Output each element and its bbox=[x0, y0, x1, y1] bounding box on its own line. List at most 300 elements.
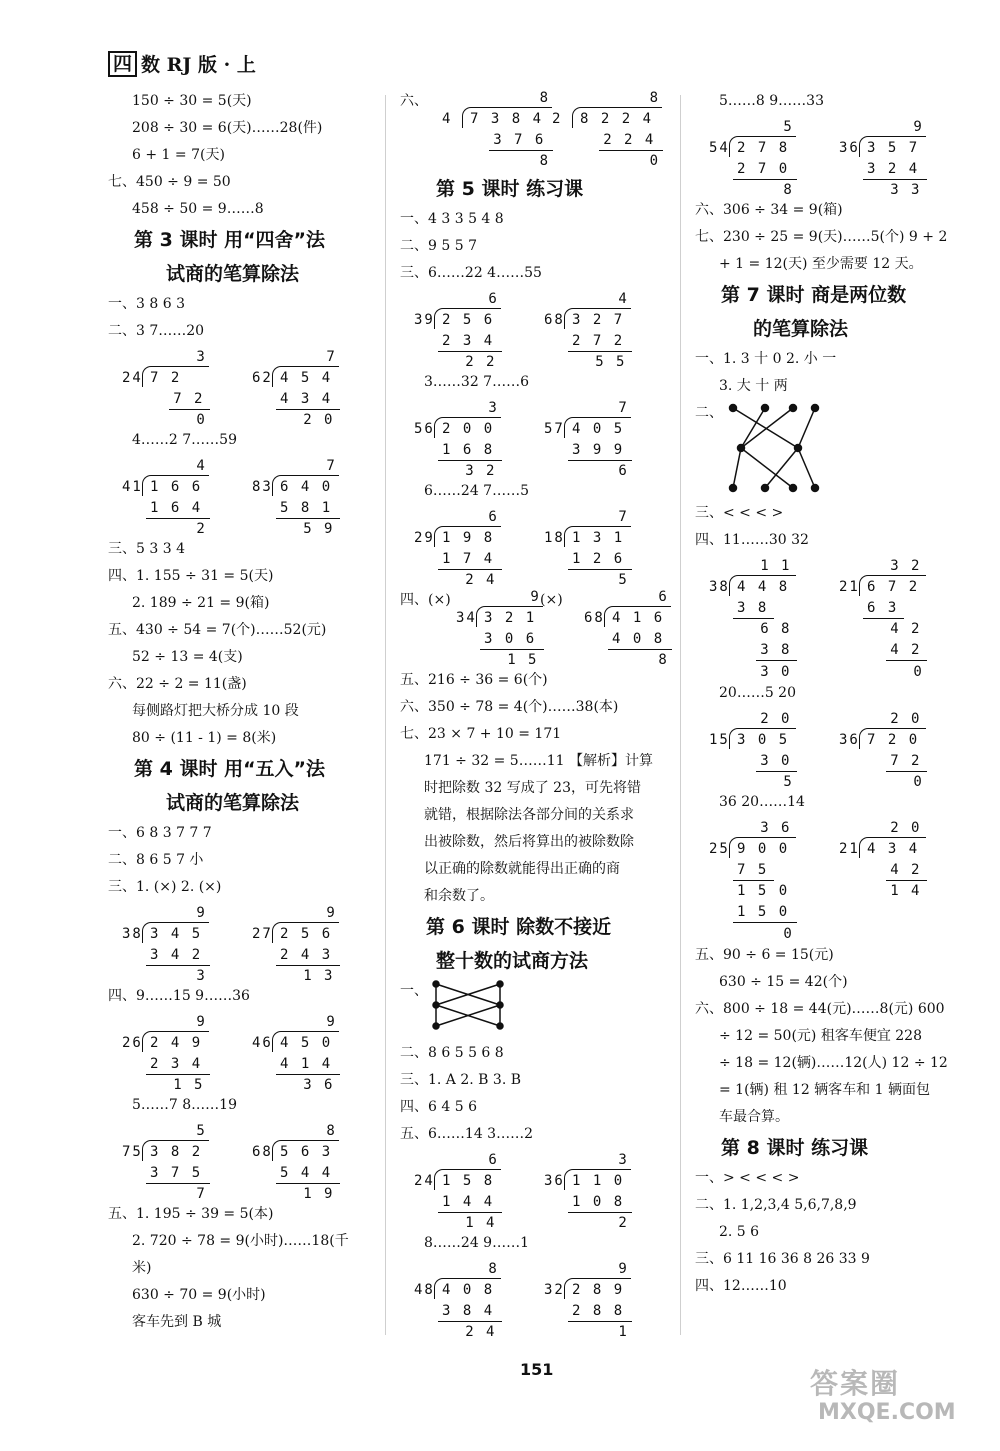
remainder: 0 bbox=[913, 774, 924, 790]
answer-line: 一、6 8 3 7 7 7 bbox=[108, 825, 212, 841]
remainder: 5 9 bbox=[303, 521, 335, 537]
page-number: 151 bbox=[520, 1360, 554, 1379]
answer-line: 四、9……15 9……36 bbox=[108, 988, 250, 1004]
answer-line: + 1 = 12(天) 至少需要 12 天。 bbox=[719, 256, 923, 272]
subtrahend: 7 2 bbox=[890, 753, 922, 769]
answer-line: 每侧路灯把大桥分成 10 段 bbox=[132, 703, 299, 719]
divisor: 15 bbox=[709, 732, 730, 748]
lesson-title: 第 5 课时 练习课 bbox=[436, 178, 584, 200]
answer-line: 四、(×) bbox=[400, 592, 451, 608]
subtrahend: 2 3 4 bbox=[442, 333, 495, 349]
subtrahend: 2 8 8 bbox=[572, 1303, 625, 1319]
divisor: 38 bbox=[709, 579, 730, 595]
answer-line: 四、6 4 5 6 bbox=[400, 1099, 477, 1115]
long-division bbox=[825, 709, 949, 790]
long-division bbox=[695, 117, 819, 198]
answer-line: 171 ÷ 32 = 5……11 【解析】计算 bbox=[424, 753, 653, 769]
quotient: 3 2 bbox=[890, 558, 922, 574]
long-division bbox=[400, 1259, 524, 1340]
answer-line: 150 ÷ 30 = 5(天) bbox=[132, 93, 252, 109]
division-pair bbox=[695, 117, 955, 198]
divisor: 41 bbox=[122, 479, 143, 495]
remainder: 2 2 bbox=[465, 354, 497, 370]
remainder: 8 bbox=[658, 652, 669, 668]
answer-line: 一、4 3 3 5 4 8 bbox=[400, 211, 504, 227]
quotient: 7 bbox=[326, 458, 337, 474]
remainder: 2 bbox=[196, 521, 207, 537]
answer-line: 五、6……14 3……2 bbox=[400, 1126, 533, 1142]
long-division bbox=[428, 88, 551, 169]
answer-line: 六、 bbox=[400, 93, 428, 109]
subtrahend: 6 3 bbox=[867, 600, 899, 616]
long-division bbox=[530, 507, 654, 588]
long-division bbox=[238, 347, 362, 428]
answer-line: 五、430 ÷ 54 = 7(个)……52(元) bbox=[108, 622, 327, 638]
quotient: 8 bbox=[539, 90, 551, 106]
dividend: 3 4 5 bbox=[150, 926, 203, 942]
division-pair bbox=[108, 347, 376, 428]
quotient: 9 bbox=[326, 905, 337, 921]
quotient: 9 bbox=[196, 905, 207, 921]
quotient: 9 bbox=[618, 1261, 629, 1277]
divisor: 18 bbox=[544, 530, 565, 546]
dividend: 4 4 8 bbox=[737, 579, 790, 595]
quotient: 5 bbox=[783, 119, 794, 135]
long-division bbox=[238, 903, 362, 984]
divisor: 39 bbox=[414, 312, 435, 328]
quotient: 9 bbox=[530, 589, 541, 605]
quotient: 6 bbox=[488, 291, 499, 307]
boxed-division-row bbox=[400, 88, 670, 172]
divisor: 68 bbox=[584, 610, 605, 626]
lesson-title: 第 4 课时 用“五入”法 bbox=[134, 758, 326, 780]
quotient: 7 bbox=[618, 509, 629, 525]
remainder: 3 3 bbox=[890, 182, 922, 198]
dividend: 4 3 4 bbox=[867, 841, 920, 857]
quotient: 4 bbox=[618, 291, 629, 307]
quotient: 8 bbox=[488, 1261, 499, 1277]
answer-line: 时把除数 32 写成了 23，可先将错 bbox=[424, 780, 641, 796]
answer-column-1 bbox=[108, 88, 376, 1336]
dividend: 6 4 0 bbox=[280, 479, 333, 495]
answer-line: 三、5 3 3 4 bbox=[108, 541, 185, 557]
quotient: 2 0 bbox=[890, 711, 922, 727]
answer-line: 8……24 9……1 bbox=[424, 1235, 529, 1251]
answer-line: 80 ÷ (11 - 1) = 8(米) bbox=[132, 730, 277, 746]
quotient: 9 bbox=[326, 1014, 337, 1030]
subtrahend: 5 8 1 bbox=[280, 500, 333, 516]
divisor: 36 bbox=[839, 732, 860, 748]
division-pair bbox=[400, 398, 670, 479]
answer-line: 二、1. 1,2,3,4 5,6,7,8,9 bbox=[695, 1197, 857, 1213]
remainder: 2 4 bbox=[465, 572, 497, 588]
divisor: 24 bbox=[414, 1173, 435, 1189]
answer-line: 三、6……22 4……55 bbox=[400, 265, 542, 281]
lesson-title: 第 8 课时 练习课 bbox=[721, 1137, 869, 1159]
divisor: 83 bbox=[252, 479, 273, 495]
long-division bbox=[695, 709, 819, 790]
quotient: 8 bbox=[326, 1123, 337, 1139]
partial-dividend: 4 2 bbox=[890, 621, 922, 637]
divisor: 21 bbox=[839, 841, 860, 857]
answer-line: 一、 bbox=[400, 983, 428, 999]
lesson-subtitle: 的笔算除法 bbox=[753, 318, 849, 340]
quotient: 3 bbox=[196, 349, 207, 365]
subtrahend: 3 2 4 bbox=[867, 161, 920, 177]
subtrahend: 1 2 6 bbox=[572, 551, 625, 567]
subtrahend: 2 7 2 bbox=[572, 333, 625, 349]
divisor: 48 bbox=[414, 1282, 435, 1298]
subtrahend: 5 4 4 bbox=[280, 1165, 333, 1181]
matching-diagram bbox=[723, 400, 823, 496]
long-division bbox=[530, 289, 654, 370]
long-division bbox=[695, 818, 819, 942]
divisor: 29 bbox=[414, 530, 435, 546]
dividend: 3 2 7 bbox=[572, 312, 625, 328]
quotient: 4 bbox=[196, 458, 207, 474]
answer-line: = 1(辆) 租 12 辆客车和 1 辆面包 bbox=[719, 1082, 930, 1098]
dividend: 3 5 7 bbox=[867, 140, 920, 156]
watermark-url: MXQE.COM bbox=[818, 1400, 956, 1425]
long-division bbox=[108, 1121, 232, 1202]
quotient: 5 bbox=[196, 1123, 207, 1139]
dividend: 1 3 1 bbox=[572, 530, 625, 546]
answer-line: 2. 5 6 bbox=[719, 1224, 760, 1240]
subtrahend: 1 6 4 bbox=[150, 500, 203, 516]
dividend: 4 5 4 bbox=[280, 370, 333, 386]
divisor: 46 bbox=[252, 1035, 273, 1051]
division-pair bbox=[108, 903, 376, 984]
lesson-title: 第 6 课时 除数不接近 bbox=[426, 916, 612, 938]
remainder: 1 4 bbox=[465, 1215, 497, 1231]
quotient: 6 bbox=[488, 509, 499, 525]
answer-line: 36 20……14 bbox=[719, 794, 805, 810]
answer-column-3 bbox=[695, 88, 955, 1300]
answer-line: ÷ 12 = 50(元) 租客车便宜 228 bbox=[719, 1028, 922, 1044]
dividend: 1 5 8 bbox=[442, 1173, 495, 1189]
answer-line: 52 ÷ 13 = 4(支) bbox=[132, 649, 243, 665]
remainder: 0 bbox=[783, 926, 794, 942]
quotient: 3 bbox=[488, 400, 499, 416]
divisor: 21 bbox=[839, 579, 860, 595]
answer-line: ÷ 18 = 12(辆)……12(人) 12 ÷ 12 bbox=[719, 1055, 948, 1071]
answer-line: 七、23 × 7 + 10 = 171 bbox=[400, 726, 562, 742]
division-pair bbox=[108, 1121, 376, 1202]
divisor: 56 bbox=[414, 421, 435, 437]
long-division bbox=[238, 1012, 362, 1093]
quotient: 8 bbox=[649, 90, 661, 106]
long-division bbox=[825, 117, 949, 198]
watermark-logo: 答案圈 bbox=[810, 1367, 901, 1400]
subtrahend: 1 5 0 bbox=[737, 904, 790, 920]
column-divider bbox=[680, 95, 681, 1335]
divisor: 62 bbox=[252, 370, 273, 386]
answer-line: 20……5 20 bbox=[719, 685, 796, 701]
long-division bbox=[238, 456, 362, 537]
dividend: 1 9 8 bbox=[442, 530, 495, 546]
remainder: 3 bbox=[196, 968, 207, 984]
dividend: 4 1 6 bbox=[612, 610, 665, 626]
dividend: 4 0 8 bbox=[442, 1282, 495, 1298]
remainder: 5 5 bbox=[595, 354, 627, 370]
grade-badge: 四 bbox=[108, 51, 137, 77]
column-divider bbox=[385, 95, 386, 1335]
divisor: 36 bbox=[839, 140, 860, 156]
long-division bbox=[400, 289, 524, 370]
divisor: 25 bbox=[709, 841, 730, 857]
long-division bbox=[442, 587, 541, 668]
subtrahend: 3 8 bbox=[737, 600, 769, 616]
division-pair bbox=[695, 709, 955, 790]
division-pair bbox=[108, 456, 376, 537]
subtrahend: 1 0 8 bbox=[572, 1194, 625, 1210]
divisor: 4 bbox=[442, 111, 453, 127]
answer-line: 6……24 7……5 bbox=[424, 483, 529, 499]
remainder: 0 bbox=[196, 412, 207, 428]
quotient: 2 0 bbox=[760, 711, 792, 727]
answer-line: 六、800 ÷ 18 = 44(元)……8(元) 600 bbox=[695, 1001, 945, 1017]
subtrahend: 4 2 bbox=[890, 642, 922, 658]
divisor: 2 bbox=[552, 111, 563, 127]
remainder: 3 6 bbox=[303, 1077, 335, 1093]
divisor: 26 bbox=[122, 1035, 143, 1051]
dividend: 3 8 2 bbox=[150, 1144, 203, 1160]
answer-line: 六、350 ÷ 78 = 4(个)……38(本) bbox=[400, 699, 619, 715]
subtrahend: 3 0 6 bbox=[484, 631, 537, 647]
division-pair bbox=[108, 1012, 376, 1093]
quotient: 9 bbox=[196, 1014, 207, 1030]
lesson-title: 第 7 课时 商是两位数 bbox=[721, 284, 907, 306]
remainder: 2 4 bbox=[465, 1324, 497, 1340]
remainder: 2 bbox=[618, 1215, 629, 1231]
subtrahend: 7 2 bbox=[173, 391, 205, 407]
answer-line: 3. 大 十 两 bbox=[719, 378, 788, 394]
quotient: 6 bbox=[658, 589, 669, 605]
long-division bbox=[538, 88, 661, 169]
long-division bbox=[108, 903, 232, 984]
answer-line: 3……32 7……6 bbox=[424, 374, 529, 390]
answer-line: 208 ÷ 30 = 6(天)……28(件) bbox=[132, 120, 323, 136]
answer-line: 四、1. 155 ÷ 31 = 5(天) bbox=[108, 568, 274, 584]
dividend: 1 6 6 bbox=[150, 479, 203, 495]
answer-line: 五、1. 195 ÷ 39 = 5(本) bbox=[108, 1206, 274, 1222]
quotient: 3 bbox=[618, 1152, 629, 1168]
answer-line: 五、216 ÷ 36 = 6(个) bbox=[400, 672, 548, 688]
partial-dividend: 6 8 bbox=[760, 621, 792, 637]
long-division bbox=[530, 1259, 654, 1340]
quotient: 6 bbox=[488, 1152, 499, 1168]
dividend: 2 4 9 bbox=[150, 1035, 203, 1051]
long-division bbox=[108, 347, 232, 428]
answer-line: 七、450 ÷ 9 = 50 bbox=[108, 174, 231, 190]
answer-line: 三、6 11 16 36 8 26 33 9 bbox=[695, 1251, 870, 1267]
subtrahend: 7 5 bbox=[737, 862, 769, 878]
remainder: 5 bbox=[618, 572, 629, 588]
long-division bbox=[825, 818, 949, 899]
answer-line: 六、22 ÷ 2 = 11(盏) bbox=[108, 676, 247, 692]
long-division bbox=[400, 507, 524, 588]
answer-line: 四、11……30 32 bbox=[695, 532, 809, 548]
matching-row bbox=[695, 400, 955, 500]
division-pair bbox=[695, 556, 955, 680]
subtrahend: 3 8 4 bbox=[442, 1303, 495, 1319]
answer-line: 客车先到 B 城 bbox=[132, 1314, 222, 1330]
remainder: 2 0 bbox=[303, 412, 335, 428]
subtrahend: 4 0 8 bbox=[612, 631, 665, 647]
subtrahend: 3 4 2 bbox=[150, 947, 203, 963]
division-pair bbox=[400, 507, 670, 588]
dividend: 1 1 0 bbox=[572, 1173, 625, 1189]
division-pair bbox=[400, 1259, 670, 1340]
answer-line: 以正确的除数就能得出正确的商 bbox=[424, 861, 620, 877]
divisor: 68 bbox=[252, 1144, 273, 1160]
underline bbox=[756, 660, 797, 661]
dividend: 6 7 2 bbox=[867, 579, 920, 595]
answer-line: 车最合算。 bbox=[719, 1109, 789, 1125]
answer-column-2 bbox=[400, 88, 670, 1339]
subtrahend: 2 3 4 bbox=[150, 1056, 203, 1072]
dividend: 2 7 8 bbox=[737, 140, 790, 156]
answer-line: 二、3 7……20 bbox=[108, 323, 205, 339]
quotient: 1 1 bbox=[760, 558, 792, 574]
partial-dividend: 1 5 0 bbox=[737, 883, 790, 899]
dividend: 2 5 6 bbox=[280, 926, 333, 942]
long-division bbox=[108, 456, 232, 537]
remainder: 1 bbox=[618, 1324, 629, 1340]
lesson-subtitle: 试商的笔算除法 bbox=[166, 792, 300, 814]
subtrahend: 2 4 3 bbox=[280, 947, 333, 963]
answer-line: 三、< < < > bbox=[695, 505, 784, 521]
dividend: 2 5 6 bbox=[442, 312, 495, 328]
answer-line: 二、9 5 5 7 bbox=[400, 238, 477, 254]
subtrahend: 3 0 bbox=[760, 753, 792, 769]
remainder: 1 3 bbox=[303, 968, 335, 984]
long-division bbox=[108, 1012, 232, 1093]
answer-line: 2. 189 ÷ 21 = 9(箱) bbox=[132, 595, 270, 611]
long-division bbox=[400, 398, 524, 479]
long-division bbox=[825, 556, 949, 680]
answer-line: 6 + 1 = 7(天) bbox=[132, 147, 225, 163]
lesson-title: 第 3 课时 用“四舍”法 bbox=[134, 229, 326, 251]
divisor: 68 bbox=[544, 312, 565, 328]
subtrahend: 1 4 4 bbox=[442, 1194, 495, 1210]
remainder: 8 bbox=[783, 182, 794, 198]
answer-line: 630 ÷ 15 = 42(个) bbox=[719, 974, 848, 990]
remainder: 0 bbox=[913, 664, 924, 680]
divisor: 36 bbox=[544, 1173, 565, 1189]
answer-line: 一、3 8 6 3 bbox=[108, 296, 185, 312]
subtrahend: 3 7 6 bbox=[493, 132, 546, 148]
dividend: 9 0 0 bbox=[737, 841, 790, 857]
lesson-subtitle: 试商的笔算除法 bbox=[166, 263, 300, 285]
answer-line: 458 ÷ 50 = 9……8 bbox=[132, 201, 264, 217]
answer-line: 一、> < < < > bbox=[695, 1170, 800, 1186]
quotient: 3 6 bbox=[760, 820, 792, 836]
subtrahend: 4 2 bbox=[890, 862, 922, 878]
subtrahend: 2 2 4 bbox=[603, 132, 656, 148]
dividend: 3 0 5 bbox=[737, 732, 790, 748]
answer-line: 5……7 8……19 bbox=[132, 1097, 237, 1113]
quotient: 7 bbox=[326, 349, 337, 365]
dividend: 7 2 0 bbox=[867, 732, 920, 748]
dividend: 3 2 1 bbox=[484, 610, 537, 626]
underline bbox=[733, 922, 797, 923]
long-division bbox=[695, 556, 819, 680]
long-division bbox=[238, 1121, 362, 1202]
long-division bbox=[570, 587, 669, 668]
dividend: 8 2 2 4 bbox=[580, 111, 654, 127]
remainder: 3 2 bbox=[465, 463, 497, 479]
divisor: 27 bbox=[252, 926, 273, 942]
remainder: 1 4 bbox=[890, 883, 922, 899]
answer-line: 就错，根据除法各部分间的关系求 bbox=[424, 807, 634, 823]
remainder: 6 bbox=[618, 463, 629, 479]
quotient: 2 0 bbox=[890, 820, 922, 836]
divisor: 75 bbox=[122, 1144, 143, 1160]
page-header bbox=[108, 50, 256, 77]
underline bbox=[886, 660, 927, 661]
dividend: 4 0 5 bbox=[572, 421, 625, 437]
subtrahend: 1 7 4 bbox=[442, 551, 495, 567]
answer-line: 四、12……10 bbox=[695, 1278, 787, 1294]
answer-line: 4……2 7……59 bbox=[132, 432, 237, 448]
remainder: 3 0 bbox=[760, 664, 792, 680]
remainder: 7 bbox=[196, 1186, 207, 1202]
subtrahend: 2 7 0 bbox=[737, 161, 790, 177]
subtrahend: 4 3 4 bbox=[280, 391, 333, 407]
remainder: 5 bbox=[783, 774, 794, 790]
remainder: 1 5 bbox=[507, 652, 539, 668]
answer-line: (×) bbox=[540, 592, 563, 608]
matching-diagram bbox=[428, 978, 508, 1034]
dividend: 7 2 bbox=[150, 370, 182, 386]
answer-line: 二、8 6 5 5 6 8 bbox=[400, 1045, 504, 1061]
answer-line: 三、1. (×) 2. (×) bbox=[108, 879, 222, 895]
subtrahend: 3 9 9 bbox=[572, 442, 625, 458]
subtrahend: 4 1 4 bbox=[280, 1056, 333, 1072]
remainder: 1 9 bbox=[303, 1186, 335, 1202]
answer-line: 二、 bbox=[695, 405, 723, 421]
answer-line: 六、306 ÷ 34 = 9(箱) bbox=[695, 202, 843, 218]
divisor: 38 bbox=[122, 926, 143, 942]
quotient: 7 bbox=[618, 400, 629, 416]
answer-line: 630 ÷ 70 = 9(小时) bbox=[132, 1287, 266, 1303]
subtrahend: 3 7 5 bbox=[150, 1165, 203, 1181]
quotient: 9 bbox=[913, 119, 924, 135]
answer-line: 和余数了。 bbox=[424, 888, 494, 904]
answer-line: 2. 720 ÷ 78 = 9(小时)……18(千 bbox=[132, 1233, 349, 1249]
dividend: 2 0 0 bbox=[442, 421, 495, 437]
remainder: 8 bbox=[539, 153, 551, 169]
division-pair bbox=[400, 289, 670, 370]
division-pair bbox=[695, 818, 955, 942]
divisor: 34 bbox=[456, 610, 477, 626]
answer-line: 米) bbox=[132, 1260, 152, 1276]
long-division bbox=[530, 398, 654, 479]
remainder: 1 5 bbox=[173, 1077, 205, 1093]
dividend: 2 8 9 bbox=[572, 1282, 625, 1298]
remainder: 0 bbox=[649, 153, 661, 169]
subtrahend: 1 6 8 bbox=[442, 442, 495, 458]
book-label: 数 RJ 版 · 上 bbox=[141, 54, 256, 76]
divisor: 32 bbox=[544, 1282, 565, 1298]
answer-line: 七、230 ÷ 25 = 9(天)……5(个) 9 + 2 bbox=[695, 229, 948, 245]
answer-line: 三、1. A 2. B 3. B bbox=[400, 1072, 522, 1088]
matching-row bbox=[400, 978, 670, 1040]
dividend: 7 3 8 4 bbox=[470, 111, 544, 127]
division-pair bbox=[400, 1150, 670, 1231]
lesson-subtitle: 整十数的试商方法 bbox=[436, 950, 589, 972]
